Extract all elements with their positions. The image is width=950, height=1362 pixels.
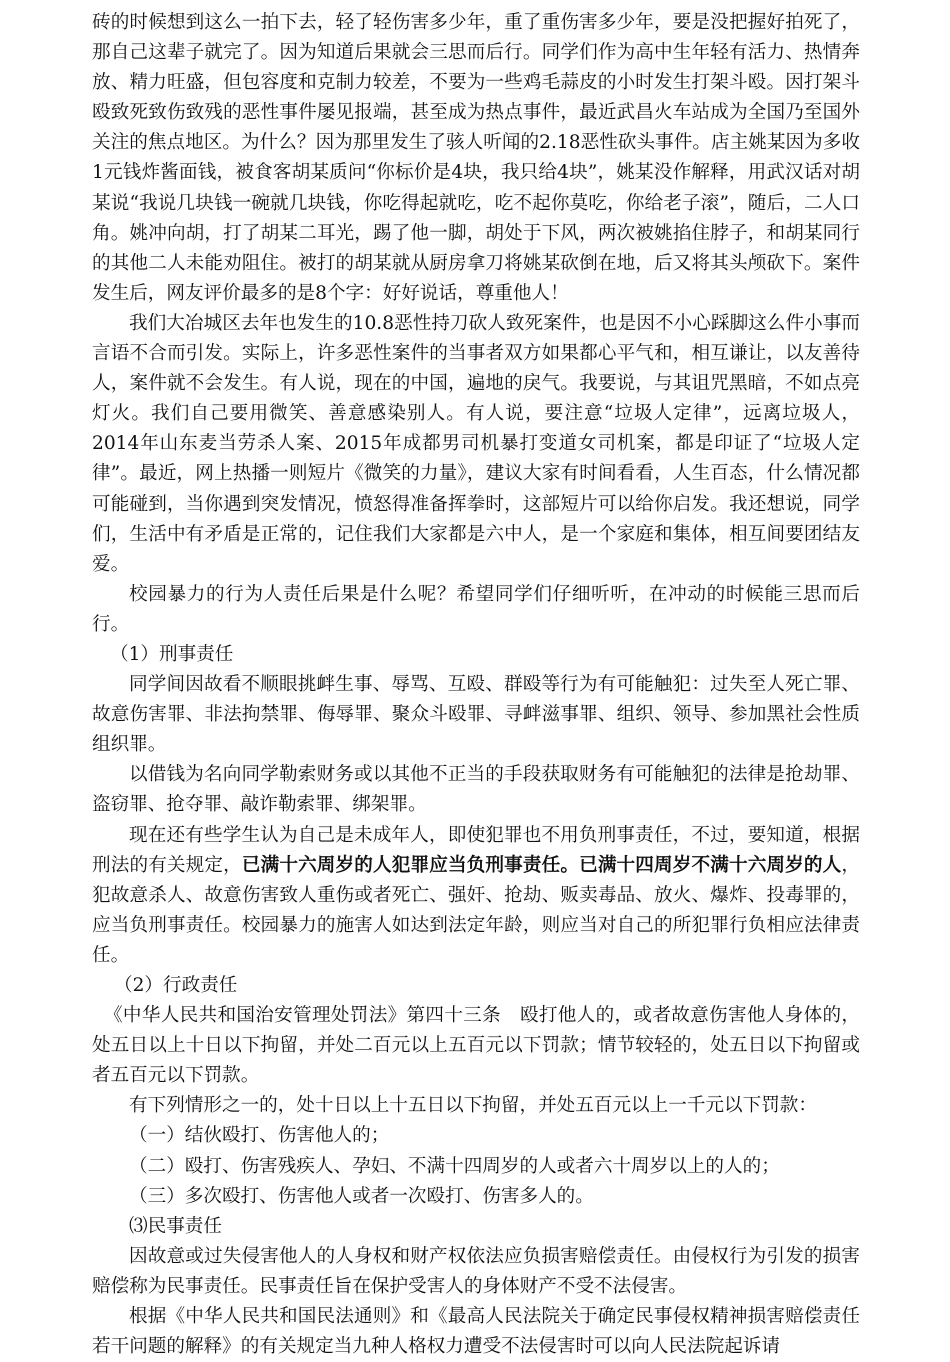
- list-item-2: （二）殴打、伤害残疾人、孕妇、不满十四周岁的人或者六十周岁以上的人的；: [129, 1155, 780, 1177]
- paragraph-7: 《中华人民共和国治安管理处罚法》第四十三条 殴打他人的，或者故意伤害他人身体的，处五日以上十日以下拘留，并处二百元以上五百元以下罚款；情节较轻的，处五日以下拘留或者五百元以下罚款。: [92, 1005, 860, 1087]
- paragraph-6: [92, 821, 860, 971]
- heading-criminal-liability: （1）刑事责任: [110, 643, 234, 665]
- paragraph-3: 校园暴力的行为人责任后果是什么呢？希望同学们仔细听听，在冲动的时候能三思而后行。: [92, 583, 860, 635]
- paragraph-6-text-a: 现在还有些学生认为自己是未成年人，即使犯罪也不用负刑事责任，不过，要知道，根据刑法的有关规定，: [92, 824, 860, 876]
- paragraph-5: 以借钱为名向同学勒索财务或以其他不正当的手段获取财务有可能触犯的法律是抢劫罪、盗窃罪、抢夺罪、敲诈勒索罪、绑架罪。: [92, 764, 860, 816]
- list-item-1: （一）结伙殴打、伤害他人的；: [129, 1125, 390, 1147]
- paragraph-10: 根据《中华人民共和国民法通则》和《最高人民法院关于确定民事侵权精神损害赔偿责任若干问题的解释》的有关规定当九种人格权力遭受不法侵害时可以向人民法院起诉请: [92, 1306, 860, 1358]
- paragraph-4: 同学间因故看不顺眼挑衅生事、辱骂、互殴、群殴等行为有可能触犯：过失至人死亡罪、故意伤害罪、非法拘禁罪、侮辱罪、聚众斗殴罪、寻衅滋事罪、组织、领导、参加黑社会性质组织罪。: [92, 674, 860, 756]
- heading-civil-liability: ⑶民事责任: [129, 1215, 222, 1237]
- paragraph-2: 我们大冶城区去年也发生的10.8恶性持刀砍人致死案件，也是因不小心踩脚这么件小事而言语不合而引发。实际上，许多恶性案件的当事者双方如果都心平气和，相互谦让，以友善待人，案件就不会发生。有人说，现在的中国，遍地的戾气。我要说，与其诅咒黑暗，不如点亮灯火。我们自己要用微笑、善意感染别人。有人说，要注意“垃圾人定律”，远离垃圾人，2014年山东麦当劳杀人案、2015年成都男司机暴打变道女司机案，都是印证了“垃圾人定律”。最近，网上热播一则短片《微笑的力量》，建议大家有时间看看，人生百态，什么情况都可能碰到，当你遇到突发情况，愤怒得准备挥拳时，这部短片可以给你启发。我还想说，同学们，生活中有矛盾是正常的，记住我们大家都是六中人，是一个家庭和集体，相互间要团结友爱。: [92, 312, 860, 575]
- paragraph-9: 因故意或过失侵害他人的人身权和财产权依法应负损害赔偿责任。由侵权行为引发的损害赔偿称为民事责任。民事责任旨在保护受害人的身体财产不受不法侵害。: [92, 1245, 860, 1297]
- list-item-3: （三）多次殴打、伤害他人或者一次殴打、伤害多人的。: [129, 1185, 594, 1207]
- paragraph-6-text-c: ，犯故意杀人、故意伤害致人重伤或者死亡、强奸、抢劫、贩卖毒品、放火、爆炸、投毒罪的，应当负刑事责任。校园暴力的施害人如达到法定年龄，则应当对自己的所犯罪行负相应法律责任。: [92, 854, 860, 966]
- document-page: [92, 8, 860, 1362]
- paragraph-6-bold: 已满十六周岁的人犯罪应当负刑事责任。已满十四周岁不满十六周岁的人: [241, 854, 842, 876]
- paragraph-1: 砖的时候想到这么一拍下去，轻了轻伤害多少年，重了重伤害多少年，要是没把握好拍死了，那自己这辈子就完了。因为知道后果就会三思而后行。同学们作为高中生年轻有活力、热情奔放、精力旺盛，但包容度和克制力较差，不要为一些鸡毛蒜皮的小时发生打架斗殴。因打架斗殴致死致伤致残的恶性事件屡见报端，甚至成为热点事件，最近武昌火车站成为全国乃至国外关注的焦点地区。为什么？因为那里发生了骇人听闻的2.18恶性砍头事件。店主姚某因为多收1元钱炸酱面钱，被食客胡某质问“你标价是4块，我只给4块”，姚某没作解释，用武汉话对胡某说“我说几块钱一碗就几块钱，你吃得起就吃，吃不起你莫吃，你给老子滚”，随后，二人口角。姚冲向胡，打了胡某二耳光，踢了他一脚，胡处于下风，两次被姚掐住脖子，和胡某同行的其他二人未能劝阻住。被打的胡某就从厨房拿刀将姚某砍倒在地，后又将其头颅砍下。案件发生后，网友评价最多的是8个字：好好说话，尊重他人！: [92, 12, 860, 304]
- heading-administrative-liability: （2）行政责任: [114, 975, 238, 996]
- paragraph-8: 有下列情形之一的，处十日以上十五日以下拘留，并处五百元以上一千元以下罚款：: [129, 1095, 817, 1117]
